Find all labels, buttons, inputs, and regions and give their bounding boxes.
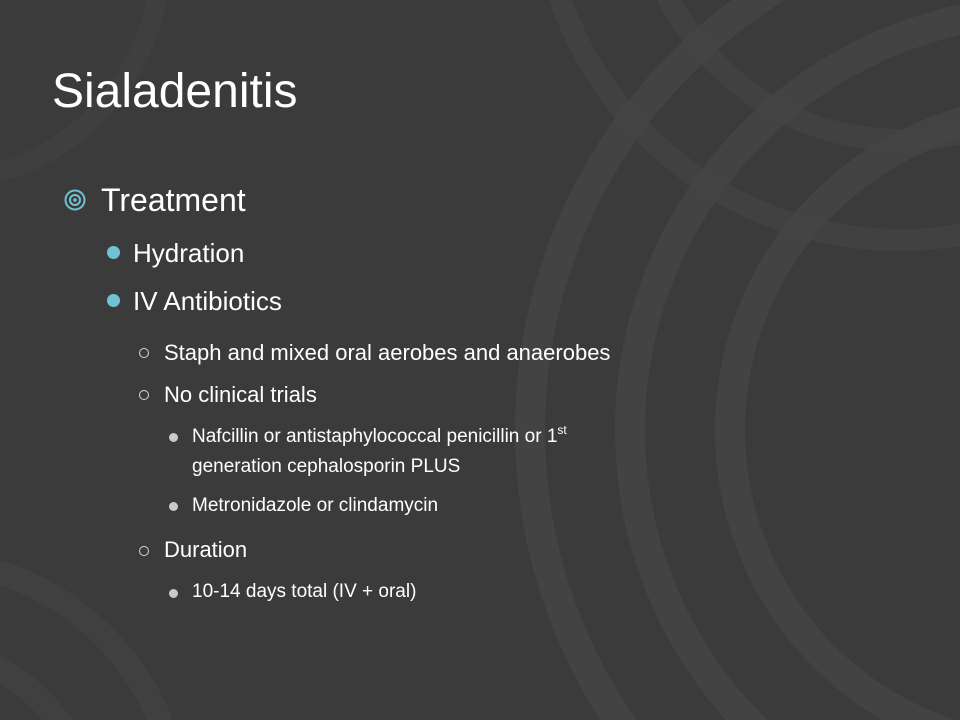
ordinal-suffix: st xyxy=(557,423,567,437)
bullet-no-clinical-trials: No clinical trials xyxy=(164,382,317,407)
hollow-circle-icon xyxy=(139,348,149,358)
bullet-nafcillin-line1 xyxy=(192,425,567,449)
nafcillin-text: Nafcillin or antistaphylococcal penicillin or 1 xyxy=(192,426,558,447)
small-dot-icon xyxy=(169,502,178,511)
filled-circle-icon xyxy=(107,294,120,307)
small-dot-icon xyxy=(169,433,178,442)
filled-circle-icon xyxy=(107,246,120,259)
bullet-iv-antibiotics: IV Antibiotics xyxy=(133,286,282,316)
slide-title: Sialadenitis xyxy=(52,65,298,118)
bullet-metronidazole: Metronidazole or clindamycin xyxy=(192,495,439,516)
small-dot-icon xyxy=(169,589,178,598)
bullet-hydration: Hydration xyxy=(133,238,245,268)
bullet-duration: Duration xyxy=(164,537,248,562)
bullet-treatment: Treatment xyxy=(101,182,246,218)
target-icon xyxy=(64,189,86,211)
hollow-circle-icon xyxy=(139,546,149,556)
bullet-days-total: 10-14 days total (IV + oral) xyxy=(192,581,417,602)
hollow-circle-icon xyxy=(139,390,149,400)
bullet-nafcillin-line2: generation cephalosporin PLUS xyxy=(192,456,461,477)
bullet-staph: Staph and mixed oral aerobes and anaerobes xyxy=(164,340,611,365)
